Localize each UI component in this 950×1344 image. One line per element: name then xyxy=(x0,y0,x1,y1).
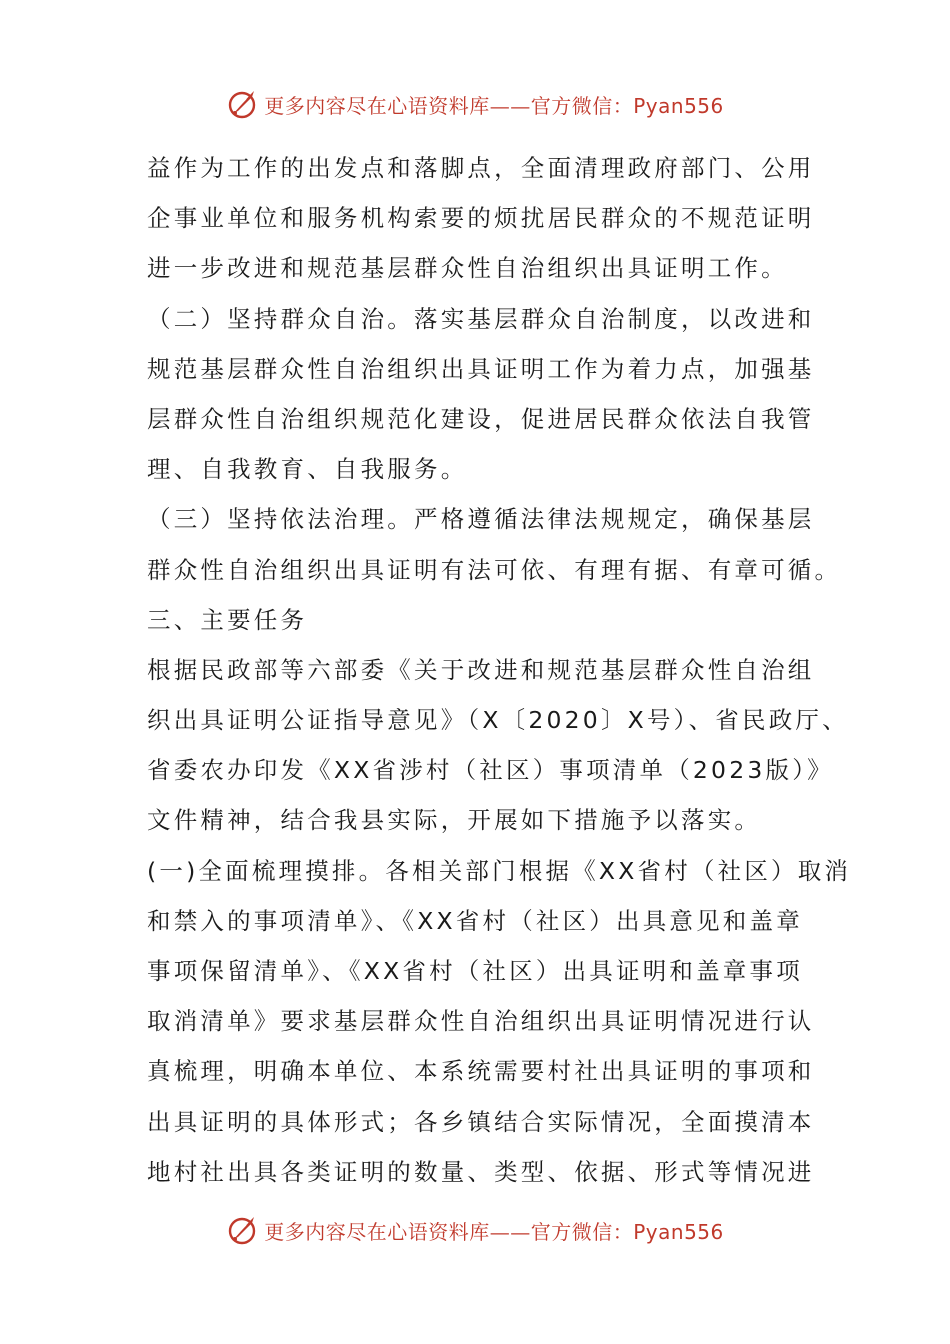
quill-logo-icon xyxy=(226,1213,260,1247)
watermark-text: 更多内容尽在心语资料库——官方微信：Pyan556 xyxy=(264,93,724,118)
document-body xyxy=(147,143,852,1197)
watermark-text: 更多内容尽在心语资料库——官方微信：Pyan556 xyxy=(264,1219,724,1244)
body-line: 层群众性自治组织规范化建设，促进居民群众依法自我管 xyxy=(147,404,815,433)
body-line: 地村社出具各类证明的数量、类型、依据、形式等情况进 xyxy=(147,1157,815,1186)
body-line: 省委农办印发《XX省涉村（社区）事项清单（2023版）》 xyxy=(147,756,834,785)
section-heading: 三、主要任务 xyxy=(147,605,308,634)
body-line: 和禁入的事项清单》、《XX省村（社区）出具意见和盖章 xyxy=(147,906,803,935)
body-line: 规范基层群众性自治组织出具证明工作为着力点，加强基 xyxy=(147,354,815,383)
body-line: （二）坚持群众自治。落实基层群众自治制度，以改进和 xyxy=(147,304,815,333)
header-watermark xyxy=(0,84,950,124)
body-line: 企事业单位和服务机构索要的烦扰居民群众的不规范证明 xyxy=(147,204,815,233)
body-line: (一)全面梳理摸排。各相关部门根据《XX省村（社区）取消 xyxy=(147,856,852,885)
body-line: 益作为工作的出发点和落脚点，全面清理政府部门、公用 xyxy=(147,154,815,182)
body-line: 理、自我教育、自我服务。 xyxy=(147,455,468,484)
body-line: 进一步改进和规范基层群众性自治组织出具证明工作。 xyxy=(147,254,788,283)
body-line: 取消清单》要求基层群众性自治组织出具证明情况进行认 xyxy=(147,1007,815,1036)
body-line: 出具证明的具体形式；各乡镇结合实际情况，全面摸清本 xyxy=(147,1107,815,1136)
body-line: 真梳理，明确本单位、本系统需要村社出具证明的事项和 xyxy=(147,1057,815,1086)
body-line: 群众性自治组织出具证明有法可依、有理有据、有章可循。 xyxy=(147,555,842,584)
quill-logo-icon xyxy=(226,87,260,121)
footer-watermark xyxy=(0,1210,950,1250)
body-line: 根据民政部等六部委《关于改进和规范基层群众性自治组 xyxy=(147,655,815,684)
body-line: 事项保留清单》、《XX省村（社区）出具证明和盖章事项 xyxy=(147,957,803,985)
body-line: （三）坚持依法治理。严格遵循法律法规规定，确保基层 xyxy=(147,505,815,534)
body-line: 文件精神，结合我县实际，开展如下措施予以落实。 xyxy=(147,806,762,835)
body-line: 织出具证明公证指导意见》（X〔2020〕X号）、省民政厅、 xyxy=(147,706,849,735)
